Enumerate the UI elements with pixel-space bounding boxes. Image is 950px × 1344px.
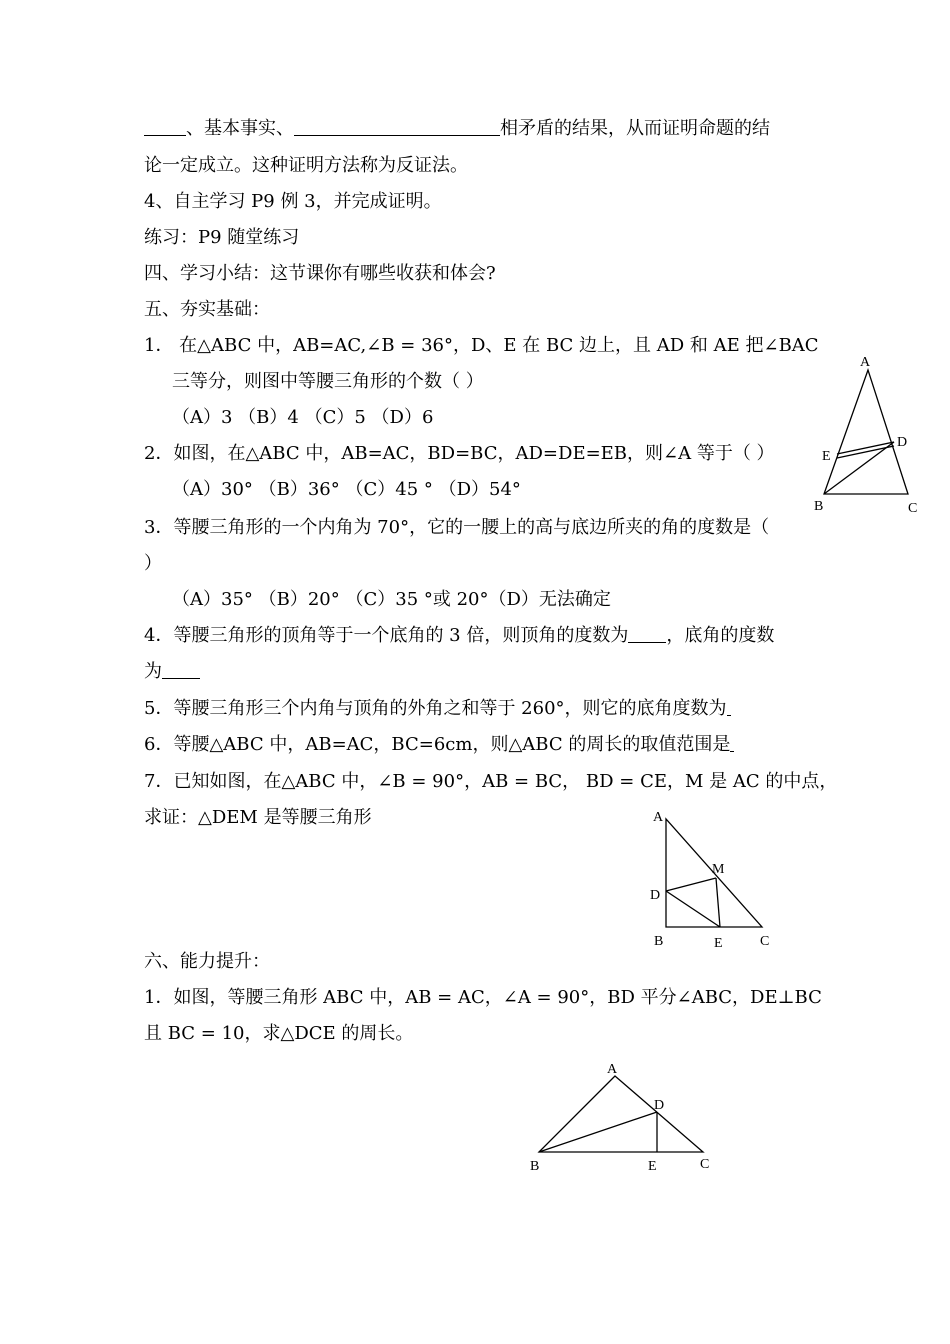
label-c: C: [760, 934, 770, 949]
q5-stem: 5．等腰三角形三个内角与顶角的外角之和等于 260°，则它的底角度数为: [144, 697, 731, 721]
section6-q1-stem: 1．如图，等腰三角形 ABC 中，AB = AC，∠A = 90°，BD 平分∠ABC，DE⊥BC: [144, 987, 822, 1008]
answer-blank[interactable]: [730, 733, 734, 752]
segment-bd: [539, 1112, 657, 1152]
label-e: E: [714, 936, 723, 951]
label-a: A: [607, 1062, 618, 1077]
segment-dm: [666, 878, 716, 891]
answer-blank[interactable]: [628, 624, 666, 643]
label-b: B: [654, 934, 664, 949]
q1-stem-2: 三等分，则图中等腰三角形的个数（ ）: [172, 371, 484, 392]
q4-stem: 4．等腰三角形的顶角等于一个底角的 3 倍，则顶角的度数为 ，底角的度数: [144, 625, 775, 646]
triangle-abc: [824, 370, 908, 494]
answer-blank[interactable]: [162, 660, 200, 679]
label-c: C: [700, 1157, 710, 1172]
q1-stem: 1． 在△ABC 中，AB=AC,∠B = 36°，D、E 在 BC 边上，且 AD 和 AE 把∠BAC: [144, 335, 819, 356]
label-b: B: [814, 499, 824, 514]
label-e: E: [822, 449, 831, 464]
label-d: D: [650, 888, 661, 903]
q3-options: （A）35° （B）20° （C）35 °或 20°（D）无法确定: [172, 589, 611, 610]
intro-line-3: 4、自主学习 P9 例 3，并完成证明。: [144, 191, 442, 212]
intro-line-2: 论一定成立。这种证明方法称为反证法。: [144, 155, 468, 176]
q6-stem: 6．等腰△ABC 中，AB=AC，BC=6cm，则△ABC 的周长的取值范围是: [144, 733, 734, 757]
section6-q1-stem-2: 且 BC = 10，求△DCE 的周长。: [144, 1023, 414, 1044]
basics-heading: 五、夯实基础：: [144, 299, 270, 320]
answer-blank[interactable]: [727, 697, 731, 716]
figure-triangle-q2: [810, 350, 930, 520]
label-c: C: [908, 501, 918, 516]
label-d: D: [654, 1098, 665, 1113]
intro-line-1: 、基本事实、 相矛盾的结果，从而证明命题的结: [144, 117, 770, 141]
label-b: B: [530, 1159, 540, 1174]
figure-triangle-section6: [525, 1060, 725, 1180]
q7-stem-2: 求证：△DEM 是等腰三角形: [144, 807, 372, 828]
label-e: E: [648, 1159, 657, 1174]
section6-heading: 六、能力提升：: [144, 951, 270, 972]
label-d: D: [897, 435, 908, 450]
intro-line-4: 练习：P9 随堂练习: [144, 227, 300, 248]
q7-stem: 7．已知如图，在△ABC 中，∠B = 90°，AB = BC， BD = CE，M 是 AC 的中点，: [144, 771, 838, 792]
triangle-abc: [539, 1076, 703, 1152]
q3-stem: 3．等腰三角形的一个内角为 70°，它的一腰上的高与底边所夹的角的度数是（: [144, 517, 770, 538]
summary-heading: 四、学习小结：这节课你有哪些收获和体会?: [144, 263, 496, 284]
segment-me: [716, 878, 720, 927]
label-a: A: [653, 810, 664, 825]
label-a: A: [860, 355, 871, 370]
q3-stem-2: ）: [144, 553, 162, 574]
figure-triangle-q7: [648, 805, 778, 955]
q2-stem: 2．如图，在△ABC 中，AB=AC，BD=BC，AD=DE=EB，则∠A 等于（ ）: [144, 443, 775, 464]
q4-stem-2: 为: [144, 660, 200, 684]
answer-blank[interactable]: [294, 117, 500, 136]
q2-options: （A）30° （B）36° （C）45 ° （D）54°: [172, 479, 521, 500]
label-m: M: [712, 862, 725, 877]
q1-options: （A）3 （B）4 （C）5 （D）6: [172, 407, 434, 428]
answer-blank[interactable]: [144, 117, 186, 136]
segment-de: [666, 891, 720, 927]
